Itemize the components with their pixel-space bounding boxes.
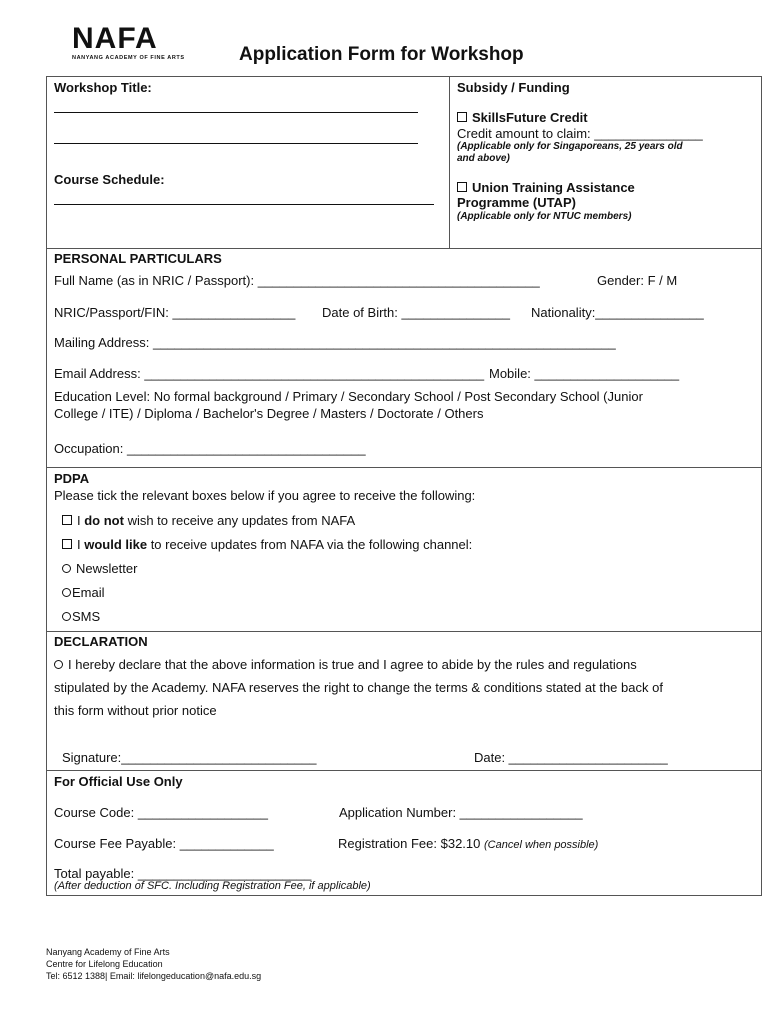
- sfc-option[interactable]: [457, 110, 588, 125]
- opt-out-suffix: wish to receive any updates from NAFA: [123, 513, 356, 528]
- utap-label-line2: Programme (UTAP): [457, 195, 576, 210]
- registration-fee-note: (Cancel when possible): [484, 839, 599, 851]
- opt-out-bold: do not: [84, 513, 124, 528]
- nafa-logo: [72, 24, 185, 61]
- education-level-line2: College / ITE) / Diploma / Bachelor's Degree / Masters / Doctorate / Others: [54, 406, 484, 421]
- logo-main: NAFA: [72, 22, 158, 55]
- footer: [46, 946, 261, 982]
- occupation-field[interactable]: Occupation: _________________________________: [54, 441, 366, 456]
- email-radio[interactable]: [62, 588, 71, 597]
- opt-out-checkbox[interactable]: [62, 515, 72, 525]
- registration-fee-value: Registration Fee: $32.10: [338, 836, 481, 851]
- declaration-line2: stipulated by the Academy. NAFA reserves the right to change the terms & conditions stated at the back of: [54, 680, 663, 695]
- declaration-text-1: I hereby declare that the above information is true and I agree to abide by the rules and regulations: [68, 657, 637, 672]
- newsletter-radio[interactable]: [62, 564, 71, 573]
- divider: [46, 770, 762, 771]
- declaration-line1[interactable]: [54, 657, 637, 672]
- pdpa-instruction: Please tick the relevant boxes below if you agree to receive the following:: [54, 488, 476, 503]
- sms-radio[interactable]: [62, 612, 71, 621]
- form-frame: [46, 76, 762, 896]
- total-payable-note: (After deduction of SFC. Including Registration Fee, if applicable): [54, 880, 371, 892]
- nationality-field[interactable]: Nationality:_______________: [531, 305, 704, 320]
- date-field[interactable]: Date: ______________________: [474, 750, 668, 765]
- education-level-line1: Education Level: No formal background / Primary / Secondary School / Post Secondary School (Junior: [54, 389, 643, 404]
- channel-sms[interactable]: [62, 609, 100, 624]
- workshop-title-line-2[interactable]: [54, 143, 418, 144]
- divider: [46, 631, 762, 632]
- declaration-line3: this form without prior notice: [54, 703, 217, 718]
- declaration-heading: DECLARATION: [54, 634, 148, 649]
- divider: [46, 467, 762, 468]
- divider: [46, 248, 762, 249]
- column-divider: [449, 76, 450, 248]
- pdpa-heading: PDPA: [54, 471, 90, 486]
- personal-heading: PERSONAL PARTICULARS: [54, 251, 222, 266]
- logo-sub: NANYANG ACADEMY OF FINE ARTS: [72, 55, 185, 61]
- pdpa-opt-in[interactable]: [62, 537, 472, 552]
- application-number-field[interactable]: Application Number: _________________: [339, 805, 583, 820]
- utap-option[interactable]: [457, 180, 635, 195]
- utap-note: (Applicable only for NTUC members): [457, 211, 632, 222]
- workshop-title-label: Workshop Title:: [54, 80, 152, 95]
- mailing-address-field[interactable]: Mailing Address: ________________________________________________________________: [54, 335, 616, 350]
- declaration-radio[interactable]: [54, 660, 63, 669]
- sms-label: SMS: [72, 609, 101, 624]
- channel-email[interactable]: [62, 585, 105, 600]
- course-schedule-label: Course Schedule:: [54, 172, 165, 187]
- total-payable-field[interactable]: Total payable: ________________________: [54, 866, 312, 881]
- footer-line2: Centre for Lifelong Education: [46, 959, 163, 969]
- nric-field[interactable]: NRIC/Passport/FIN: _________________: [54, 305, 296, 320]
- opt-in-bold: would like: [84, 537, 148, 552]
- divider: [46, 76, 762, 77]
- email-field[interactable]: Email Address: _______________________________________________: [54, 366, 485, 381]
- opt-in-suffix: to receive updates from NAFA via the following channel:: [147, 537, 473, 552]
- pdpa-opt-out[interactable]: [62, 513, 355, 528]
- sfc-note-line2: and above): [457, 153, 510, 164]
- footer-contact: Tel: 6512 1388| Email: lifelongeducation@nafa.edu.sg: [46, 971, 262, 981]
- sfc-label: SkillsFuture Credit: [472, 110, 588, 125]
- divider: [46, 895, 762, 896]
- dob-field[interactable]: Date of Birth: _______________: [322, 305, 510, 320]
- opt-out-prefix: I: [77, 513, 85, 528]
- page-title: Application Form for Workshop: [239, 44, 524, 65]
- utap-checkbox[interactable]: [457, 182, 467, 192]
- sfc-checkbox[interactable]: [457, 112, 467, 122]
- footer-line1: Nanyang Academy of Fine Arts: [46, 947, 170, 957]
- utap-label-line1: Union Training Assistance: [472, 180, 635, 195]
- channel-newsletter[interactable]: [62, 561, 137, 576]
- full-name-field[interactable]: Full Name (as in NRIC / Passport): _______________________________________: [54, 273, 540, 288]
- workshop-title-line-1[interactable]: [54, 112, 418, 113]
- registration-fee: [338, 836, 598, 851]
- course-code-field[interactable]: Course Code: __________________: [54, 805, 268, 820]
- opt-in-prefix: I: [77, 537, 85, 552]
- newsletter-label: Newsletter: [76, 561, 138, 576]
- opt-in-checkbox[interactable]: [62, 539, 72, 549]
- email-label: Email: [72, 585, 105, 600]
- official-heading: For Official Use Only: [54, 774, 183, 789]
- course-fee-field[interactable]: Course Fee Payable: _____________: [54, 836, 274, 851]
- gender-field[interactable]: Gender: F / M: [597, 273, 678, 288]
- course-schedule-line[interactable]: [54, 204, 434, 205]
- mobile-field[interactable]: Mobile: ____________________: [489, 366, 680, 381]
- sfc-note-line1: (Applicable only for Singaporeans, 25 years old: [457, 141, 683, 152]
- signature-field[interactable]: Signature:___________________________: [62, 750, 317, 765]
- subsidy-heading: Subsidy / Funding: [457, 80, 570, 95]
- sfc-amount-field[interactable]: Credit amount to claim: _______________: [457, 126, 703, 141]
